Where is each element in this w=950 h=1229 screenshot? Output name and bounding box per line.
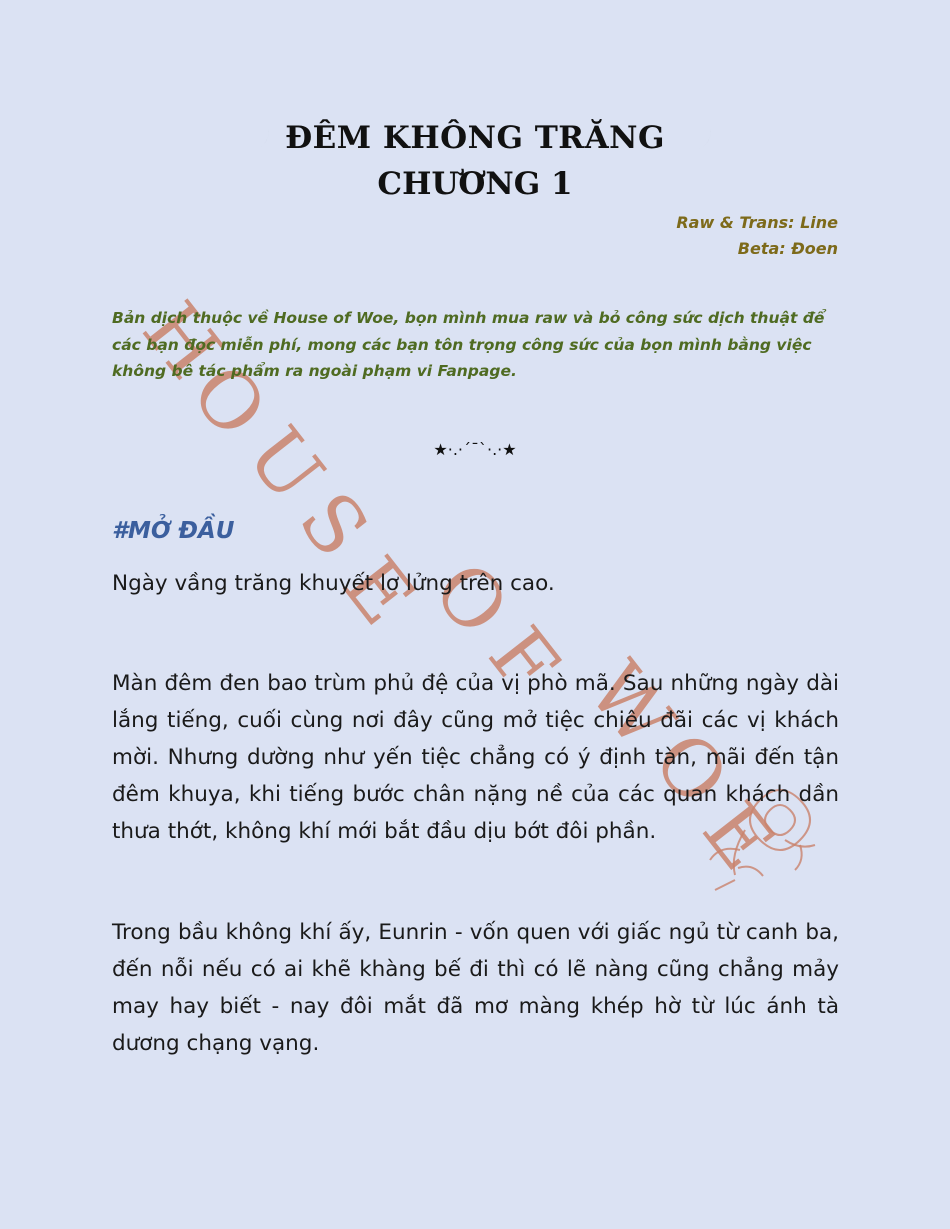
credit-beta: Beta: Đoen [737, 239, 838, 258]
crescent-moon-icon [676, 116, 716, 156]
watermark-letter: E [685, 786, 792, 887]
watermark-letter: W [570, 646, 691, 765]
watermark-letter: O [173, 348, 284, 455]
section-heading: #MỞ ĐẦU [112, 518, 235, 544]
title-line [0, 116, 950, 156]
watermark-letter: H [125, 286, 238, 396]
paragraph: Ngày vầng trăng khuyết lơ lửng trên cao. [112, 571, 555, 596]
watermark-letter: S [281, 476, 385, 574]
crescent-moon-icon [234, 116, 274, 156]
star-divider: ★·.·´¯`·.·★ [433, 440, 517, 459]
paragraph: Màn đêm đen bao trùm phủ đệ của vị phò mã. Sau những ngày dài lắng tiếng, cuối cùng nơi đây cũng mở tiệc chiêu đãi các vị khách mời. Nhưng dường như yến tiệc chẳng có ý định tàn, mãi đến tận đêm khuya, khi tiếng bước chân nặng nề của các quan khách dần thưa thớt, không khí mới bắt đầu dịu bớt đôi phần. [112, 671, 839, 844]
credit-raw-trans: Raw & Trans: Line [676, 213, 838, 232]
chapter-title: CHƯƠNG 1 [377, 166, 573, 202]
page-title: ĐÊM KHÔNG TRĂNG [285, 120, 665, 156]
translation-notice: Bản dịch thuộc về House of Woe, bọn mình mua raw và bỏ công sức dịch thuật để các bạn đọc miễn phí, mong các bạn tôn trọng công sức của bọn mình bằng việc không bê tác phẩm ra ngoài phạm vi Fanpage. [112, 309, 825, 380]
watermark-letter: U [229, 411, 341, 519]
credits [676, 210, 838, 262]
watermark-letter: E [325, 541, 432, 642]
watermark-letter: O [415, 546, 526, 653]
watermark-letter: O [635, 716, 746, 823]
paragraph: Trong bầu không khí ấy, Eunrin - vốn quen với giấc ngủ từ canh ba, đến nỗi nếu có ai khẽ khàng bế đi thì có lẽ nàng cũng chẳng mảy may hay biết - nay đôi mắt đã mơ màng khép hờ từ lúc ánh tà dương chạng vạng. [112, 920, 839, 1056]
watermark-letter: F [471, 611, 576, 710]
